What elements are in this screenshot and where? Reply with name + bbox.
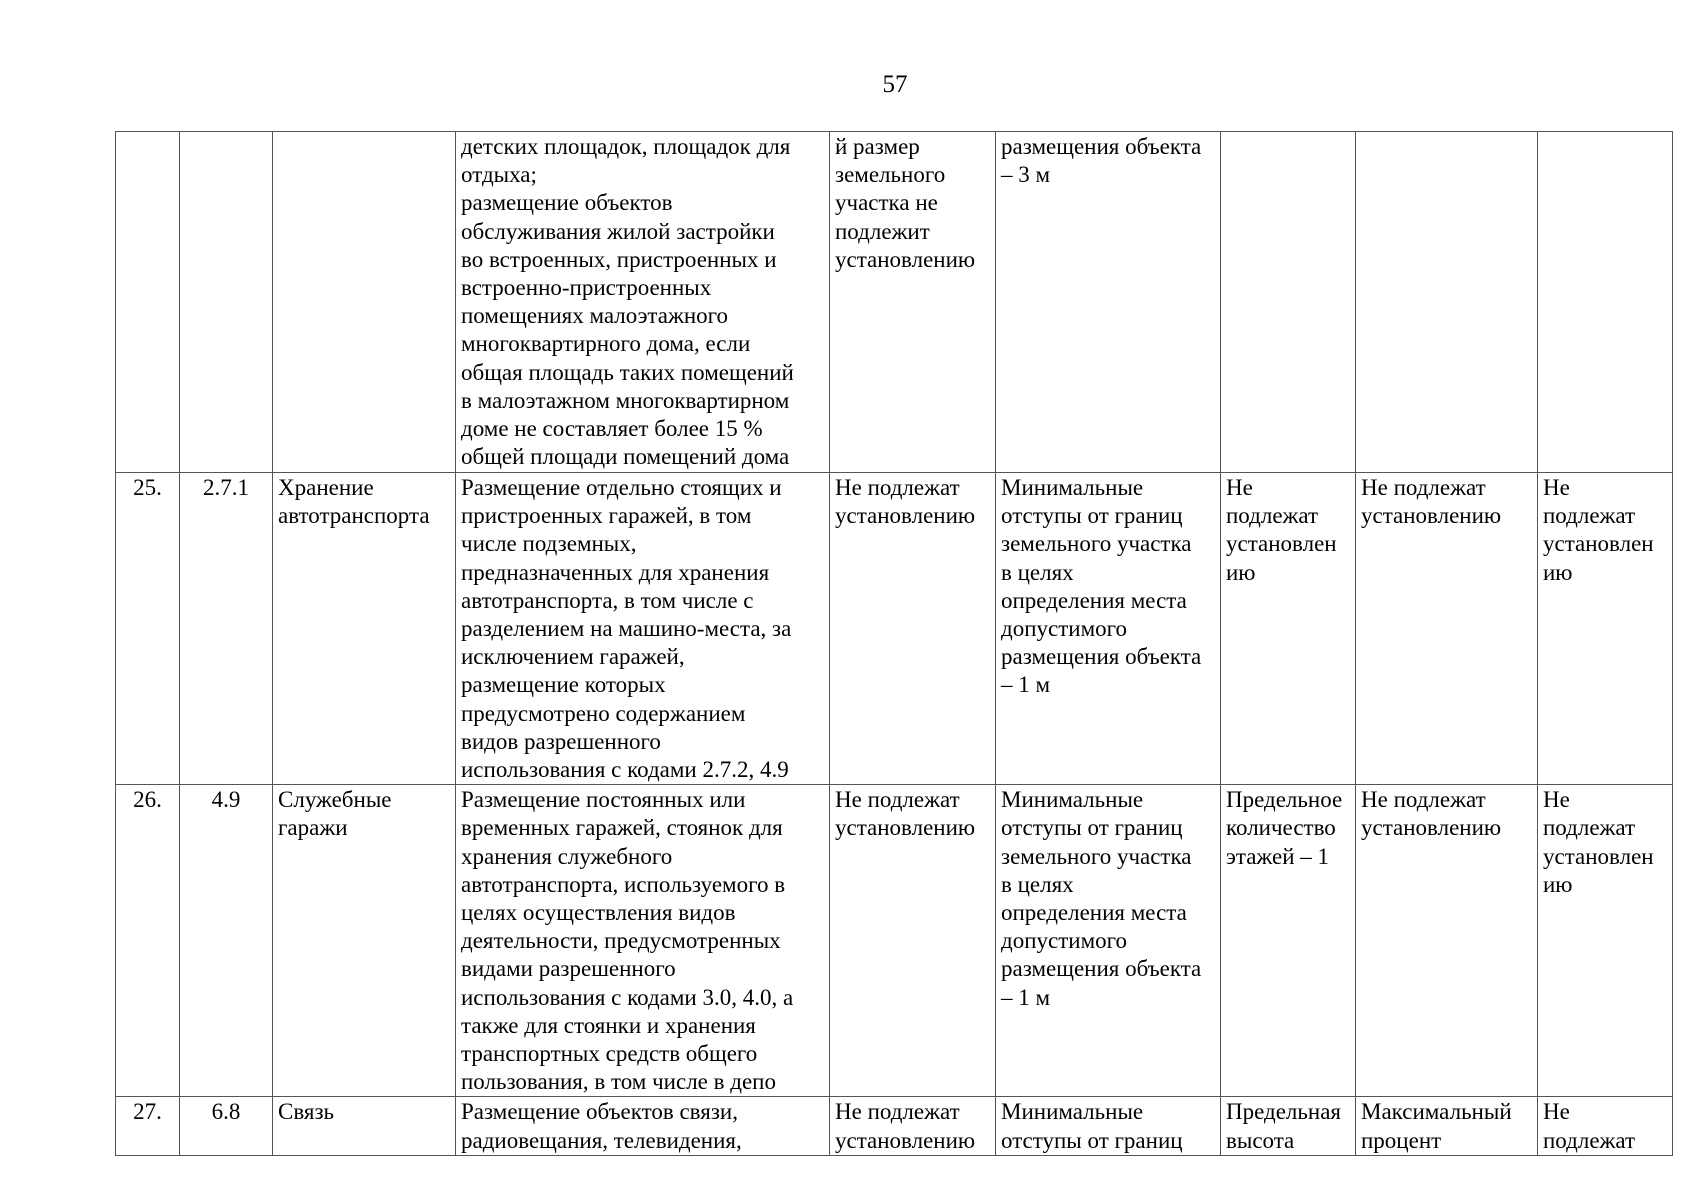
cell-text-line: подлежат	[1543, 503, 1636, 529]
cell-text-line: предусмотрено содержанием	[461, 700, 746, 726]
cell-text-line: ию	[1543, 871, 1573, 897]
cell-text-line: размещения объекта	[1001, 134, 1202, 159]
cell-text-line: процент	[1361, 1127, 1442, 1153]
cell-text-line: временных гаражей, стоянок для	[461, 815, 783, 841]
cell-text: 2.7.1	[203, 475, 249, 500]
cell-text-line: количество	[1226, 815, 1336, 841]
cell-text-line: – 3 м	[1001, 162, 1051, 188]
cell-text-line: Не подлежат	[1361, 475, 1486, 500]
cell-text-line: размещения объекта	[1001, 956, 1202, 982]
cell-text-line: исключением гаражей,	[461, 644, 685, 670]
setbacks-cell	[996, 132, 1221, 473]
cell-text-line: разделением на машино-места, за	[461, 616, 792, 642]
regulations-table	[115, 131, 1673, 1156]
cell-text-line: установлению	[1361, 815, 1502, 841]
cell-text-line: Хранение	[278, 475, 374, 500]
cell-text-line: установлению	[835, 503, 976, 529]
use-description-cell	[456, 1097, 830, 1155]
cell-text-line: гаражи	[278, 815, 348, 841]
cell-text-line: транспортных средств общего	[461, 1041, 758, 1067]
cell-text-line: установлен	[1543, 531, 1654, 557]
cell-text-line: отступы от границ	[1001, 815, 1183, 841]
cell-text-line: помещениях малоэтажного	[461, 303, 729, 329]
cell-text-line: й размер	[835, 134, 920, 159]
cell-text-line: использования с кодами 3.0, 4.0, а	[461, 984, 794, 1010]
cell-text-line: Минимальные	[1001, 475, 1144, 500]
coverage-cell	[1356, 132, 1538, 473]
cell-text-line: Размещение постоянных или	[461, 787, 746, 813]
page-number: 57	[882, 71, 908, 98]
cell-text-line: Предельное	[1226, 787, 1343, 813]
cell-text-line: хранения служебного	[461, 843, 673, 869]
plot-size-cell	[830, 785, 996, 1097]
cell-text-line: установлен	[1226, 531, 1337, 557]
cell-text-line: Не	[1543, 1099, 1570, 1125]
cell-text-line: определения места	[1001, 900, 1187, 926]
cell-text-line: земельного	[835, 162, 946, 188]
cell-text: 25.	[133, 475, 162, 500]
row-number-cell	[116, 473, 180, 785]
use-code-cell	[180, 785, 273, 1097]
plot-size-cell	[830, 1097, 996, 1155]
cell-text-line: размещение объектов	[461, 190, 673, 216]
cell-text-line: высота	[1226, 1127, 1295, 1153]
floors-cell	[1221, 1097, 1356, 1155]
cell-text-line: автотранспорта, в том числе с	[461, 587, 754, 613]
cell-text-line: детских площадок, площадок для	[461, 134, 791, 159]
cell-text-line: целях осуществления видов	[461, 900, 736, 926]
cell-text-line: определения места	[1001, 587, 1187, 613]
cell-text-line: подлежат	[1543, 815, 1636, 841]
table-row	[116, 1097, 1673, 1155]
cell-text-line: отступы от границ	[1001, 1127, 1183, 1153]
setbacks-cell	[996, 473, 1221, 785]
cell-text-line: установлению	[835, 1127, 976, 1153]
cell-text-line: Не подлежат	[1361, 787, 1486, 813]
use-description-cell	[456, 473, 830, 785]
cell-text-line: многоквартирного дома, если	[461, 331, 751, 357]
use-code-cell	[180, 473, 273, 785]
cell-text-line: числе подземных,	[461, 531, 637, 557]
cell-text-line: общей площади помещений дома	[461, 444, 790, 470]
cell-text-line: земельного участка	[1001, 531, 1192, 557]
cell-text-line: Служебные	[278, 787, 392, 813]
setbacks-cell	[996, 1097, 1221, 1155]
use-description-cell	[456, 785, 830, 1097]
row-number-cell	[116, 785, 180, 1097]
cell-text-line: Размещение объектов связи,	[461, 1099, 738, 1125]
cell-text-line: Не подлежат	[835, 1099, 960, 1125]
cell-text-line: Размещение отдельно стоящих и	[461, 475, 782, 500]
cell-text-line: Не	[1543, 787, 1570, 813]
cell-text-line: встроенно-пристроенных	[461, 275, 712, 301]
cell-text: 27.	[133, 1099, 162, 1125]
use-name-cell	[273, 132, 456, 473]
cell-text-line: видов разрешенного	[461, 728, 661, 754]
cell-text-line: подлежат	[1543, 1127, 1636, 1153]
cell-text: 4.9	[211, 787, 241, 813]
plot-size-cell	[830, 132, 996, 473]
cell-text-line: – 1 м	[1001, 984, 1051, 1010]
cell-text-line: пристроенных гаражей, в том	[461, 503, 752, 529]
use-name-cell	[273, 473, 456, 785]
row-number-cell	[116, 132, 180, 473]
cell-text-line: допустимого	[1001, 928, 1127, 954]
row-number-cell	[116, 1097, 180, 1155]
plot-size-cell	[830, 473, 996, 785]
cell-text-line: Минимальные	[1001, 1099, 1144, 1125]
cell-text-line: Связь	[278, 1099, 335, 1125]
cell-text-line: установлен	[1543, 843, 1654, 869]
cell-text-line: установлению	[835, 246, 976, 272]
cell-text-line: радиовещания, телевидения,	[461, 1127, 742, 1153]
cell-text-line: ию	[1543, 559, 1573, 585]
floors-cell	[1221, 785, 1356, 1097]
cell-text-line: общая площадь таких помещений	[461, 359, 794, 385]
cell-text-line: отдыха;	[461, 162, 537, 188]
cell-text-line: ию	[1226, 559, 1256, 585]
use-code-cell	[180, 1097, 273, 1155]
cell-text-line: – 1 м	[1001, 672, 1051, 698]
cell-text-line: установлению	[1361, 503, 1502, 529]
cell-text-line: Максимальный	[1361, 1099, 1512, 1125]
cell-text-line: участка не	[835, 190, 938, 216]
cell-text: 26.	[133, 787, 162, 813]
setbacks-cell	[996, 785, 1221, 1097]
cell-text-line: Предельная	[1226, 1099, 1341, 1125]
cell-text-line: видами разрешенного	[461, 956, 676, 982]
cell-text-line: в целях	[1001, 871, 1074, 897]
cell-text-line: предназначенных для хранения	[461, 559, 770, 585]
cell-text-line: в малоэтажном многоквартирном	[461, 387, 790, 413]
cell-text-line: также для стоянки и хранения	[461, 1012, 756, 1038]
cell-text-line: отступы от границ	[1001, 503, 1183, 529]
coverage-cell	[1356, 785, 1538, 1097]
other-params-cell	[1538, 473, 1673, 785]
cell-text-line: автотранспорта, используемого в	[461, 871, 786, 897]
use-code-cell	[180, 132, 273, 473]
cell-text-line: Не подлежат	[835, 787, 960, 813]
cell-text-line: автотранспорта	[278, 503, 430, 529]
cell-text-line: допустимого	[1001, 616, 1127, 642]
table-row	[116, 473, 1673, 785]
cell-text-line: размещения объекта	[1001, 644, 1202, 670]
cell-text-line: установлению	[835, 815, 976, 841]
cell-text-line: подлежат	[1226, 503, 1319, 529]
cell-text-line: доме не составляет более 15 %	[461, 416, 763, 442]
floors-cell	[1221, 132, 1356, 473]
use-name-cell	[273, 1097, 456, 1155]
other-params-cell	[1538, 132, 1673, 473]
use-name-cell	[273, 785, 456, 1097]
cell-text-line: этажей – 1	[1226, 843, 1330, 869]
cell-text-line: Минимальные	[1001, 787, 1144, 813]
cell-text-line: Не	[1543, 475, 1570, 500]
other-params-cell	[1538, 1097, 1673, 1155]
cell-text-line: использования с кодами 2.7.2, 4.9	[461, 757, 789, 783]
floors-cell	[1221, 473, 1356, 785]
cell-text-line: земельного участка	[1001, 843, 1192, 869]
table-row	[116, 785, 1673, 1097]
other-params-cell	[1538, 785, 1673, 1097]
table-body	[116, 132, 1673, 1156]
coverage-cell	[1356, 473, 1538, 785]
cell-text-line: Не подлежат	[835, 475, 960, 500]
cell-text-line: в целях	[1001, 559, 1074, 585]
cell-text-line: обслуживания жилой застройки	[461, 218, 775, 244]
use-description-cell	[456, 132, 830, 473]
cell-text: 6.8	[211, 1099, 241, 1125]
cell-text-line: подлежит	[835, 218, 930, 244]
cell-text-line: размещение которых	[461, 672, 666, 698]
cell-text-line: Не	[1226, 475, 1253, 500]
cell-text-line: во встроенных, пристроенных и	[461, 246, 777, 272]
coverage-cell	[1356, 1097, 1538, 1155]
cell-text-line: деятельности, предусмотренных	[461, 928, 781, 954]
table-row	[116, 132, 1673, 473]
cell-text-line: пользования, в том числе в депо	[461, 1069, 776, 1095]
